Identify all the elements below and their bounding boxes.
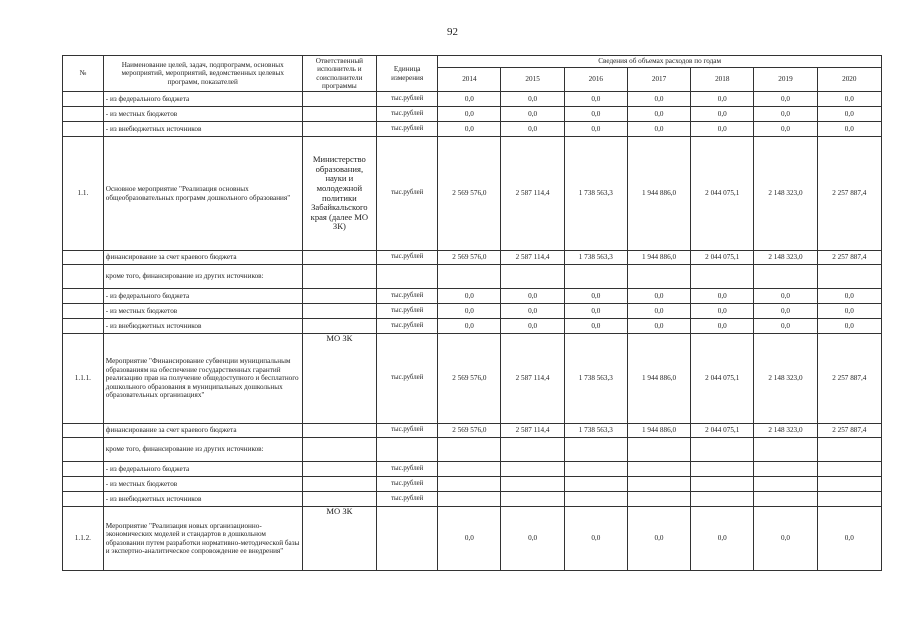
table-row — [63, 137, 882, 251]
row-value: 0,0 — [691, 92, 754, 107]
row-value — [754, 477, 817, 492]
row-value: 0,0 — [627, 107, 690, 122]
row-value — [438, 462, 501, 477]
header-year: 2020 — [817, 68, 881, 92]
row-name: финансирование за счет краевого бюджета — [103, 251, 302, 265]
row-value: 1 738 563,3 — [564, 334, 627, 424]
row-value: 0,0 — [438, 122, 501, 137]
row-responsible — [302, 122, 376, 137]
header-year: 2019 — [754, 68, 817, 92]
table-row — [63, 507, 882, 571]
row-name: Основное мероприятие "Реализация основных общеобразовательных программ дошкольного образования" — [103, 137, 302, 251]
header-year: 2014 — [438, 68, 501, 92]
row-value: 2 569 576,0 — [438, 251, 501, 265]
row-value: 0,0 — [754, 107, 817, 122]
row-unit: тыс.рублей — [377, 304, 438, 319]
row-value: 0,0 — [817, 507, 881, 571]
row-name: кроме того, финансирование из других источников: — [103, 438, 302, 462]
row-value: 0,0 — [501, 107, 564, 122]
row-value — [627, 265, 690, 289]
row-value: 0,0 — [627, 304, 690, 319]
row-value — [754, 492, 817, 507]
row-value: 0,0 — [627, 92, 690, 107]
header-years-group: Сведения об объемах расходов по годам — [438, 56, 882, 68]
row-responsible — [302, 251, 376, 265]
row-value — [754, 462, 817, 477]
row-value — [817, 492, 881, 507]
row-name: - из федерального бюджета — [103, 92, 302, 107]
budget-table — [62, 55, 882, 571]
row-value — [501, 438, 564, 462]
row-value: 2 148 323,0 — [754, 251, 817, 265]
row-value: 0,0 — [438, 507, 501, 571]
row-responsible: МО ЗК — [302, 507, 376, 571]
row-value — [438, 438, 501, 462]
row-value — [564, 265, 627, 289]
row-name: кроме того, финансирование из других источников: — [103, 265, 302, 289]
row-value: 0,0 — [691, 304, 754, 319]
page-number: 92 — [447, 26, 458, 38]
table-row — [63, 492, 882, 507]
row-value: 0,0 — [564, 107, 627, 122]
header-year: 2018 — [691, 68, 754, 92]
row-value — [691, 438, 754, 462]
row-name: - из местных бюджетов — [103, 477, 302, 492]
row-value — [627, 438, 690, 462]
row-value: 0,0 — [501, 507, 564, 571]
table-row — [63, 462, 882, 477]
row-name: - из федерального бюджета — [103, 289, 302, 304]
row-number — [63, 462, 104, 477]
row-value: 0,0 — [817, 319, 881, 334]
row-value — [501, 265, 564, 289]
row-unit: тыс.рублей — [377, 289, 438, 304]
row-number: 1.1.1. — [63, 334, 104, 424]
table-row — [63, 334, 882, 424]
row-responsible — [302, 265, 376, 289]
row-value: 0,0 — [691, 289, 754, 304]
row-value: 2 257 887,4 — [817, 424, 881, 438]
table-row — [63, 438, 882, 462]
row-value: 0,0 — [817, 122, 881, 137]
table-row — [63, 251, 882, 265]
row-value: 0,0 — [754, 304, 817, 319]
row-value: 0,0 — [627, 289, 690, 304]
table-row — [63, 122, 882, 137]
row-unit: тыс.рублей — [377, 477, 438, 492]
row-value: 0,0 — [691, 107, 754, 122]
header-year: 2016 — [564, 68, 627, 92]
row-unit: тыс.рублей — [377, 107, 438, 122]
row-value — [754, 438, 817, 462]
row-number — [63, 304, 104, 319]
row-value — [564, 462, 627, 477]
row-value: 0,0 — [501, 92, 564, 107]
row-value: 0,0 — [817, 92, 881, 107]
row-responsible — [302, 424, 376, 438]
row-value: 1 944 886,0 — [627, 251, 690, 265]
row-value — [817, 477, 881, 492]
row-name: - из местных бюджетов — [103, 304, 302, 319]
row-unit: тыс.рублей — [377, 137, 438, 251]
row-value — [627, 477, 690, 492]
row-value: 0,0 — [817, 107, 881, 122]
row-number — [63, 251, 104, 265]
row-name: Мероприятие "Финансирование субвенции муниципальным образованиям на обеспечение государственных гарантий реализацию прав на получение общедоступного и бесплатного дошкольного образования в муниципальных дошкольных образовательных организациях" — [103, 334, 302, 424]
row-value: 0,0 — [691, 319, 754, 334]
row-number — [63, 492, 104, 507]
row-number — [63, 438, 104, 462]
row-number — [63, 122, 104, 137]
header-name: Наименование целей, задач, подпрограмм, основных мероприятий, мероприятий, ведомственных целевых программ, показателей — [103, 56, 302, 92]
row-value: 0,0 — [564, 122, 627, 137]
row-value: 0,0 — [564, 304, 627, 319]
row-value — [817, 265, 881, 289]
header-num: № — [63, 56, 104, 92]
row-value — [438, 492, 501, 507]
header-year: 2017 — [627, 68, 690, 92]
row-value: 0,0 — [438, 289, 501, 304]
row-value — [817, 462, 881, 477]
row-value: 0,0 — [501, 289, 564, 304]
row-unit — [377, 265, 438, 289]
row-number — [63, 319, 104, 334]
row-unit: тыс.рублей — [377, 462, 438, 477]
row-value: 1 944 886,0 — [627, 334, 690, 424]
row-value: 0,0 — [564, 319, 627, 334]
row-value: 1 738 563,3 — [564, 251, 627, 265]
header-year: 2015 — [501, 68, 564, 92]
row-number — [63, 289, 104, 304]
row-name: финансирование за счет краевого бюджета — [103, 424, 302, 438]
row-value: 0,0 — [627, 507, 690, 571]
table-row — [63, 477, 882, 492]
row-value: 0,0 — [438, 304, 501, 319]
row-value — [564, 477, 627, 492]
table-row — [63, 107, 882, 122]
row-value: 0,0 — [691, 122, 754, 137]
row-value — [564, 492, 627, 507]
row-value: 2 587 114,4 — [501, 334, 564, 424]
row-value: 2 148 323,0 — [754, 137, 817, 251]
row-value: 2 148 323,0 — [754, 424, 817, 438]
row-value: 0,0 — [754, 319, 817, 334]
table-row — [63, 319, 882, 334]
row-unit: тыс.рублей — [377, 122, 438, 137]
row-value — [627, 492, 690, 507]
row-value: 0,0 — [564, 507, 627, 571]
row-responsible — [302, 107, 376, 122]
row-value — [564, 438, 627, 462]
table-row — [63, 304, 882, 319]
row-value: 2 587 114,4 — [501, 424, 564, 438]
table-row — [63, 92, 882, 107]
row-unit: тыс.рублей — [377, 334, 438, 424]
row-unit: тыс.рублей — [377, 251, 438, 265]
row-value: 0,0 — [501, 319, 564, 334]
row-value — [438, 477, 501, 492]
table-row — [63, 265, 882, 289]
row-responsible — [302, 92, 376, 107]
row-value: 0,0 — [754, 122, 817, 137]
row-value: 0,0 — [754, 92, 817, 107]
row-value: 0,0 — [627, 319, 690, 334]
row-unit: тыс.рублей — [377, 319, 438, 334]
row-value: 0,0 — [754, 289, 817, 304]
row-name: Мероприятие "Реализация новых организационно-экономических моделей и стандартов в дошкольном образовании путем разработки нормативно-методической базы и экспертно-аналитическое сопровождение ее внедрения" — [103, 507, 302, 571]
table-row — [63, 289, 882, 304]
row-value: 0,0 — [817, 304, 881, 319]
row-value: 2 569 576,0 — [438, 137, 501, 251]
row-value — [691, 265, 754, 289]
row-responsible — [302, 477, 376, 492]
row-value: 0,0 — [564, 289, 627, 304]
row-value: 0,0 — [817, 289, 881, 304]
row-value — [754, 265, 817, 289]
row-responsible — [302, 462, 376, 477]
row-value — [691, 492, 754, 507]
row-number — [63, 424, 104, 438]
row-value — [691, 477, 754, 492]
header-unit: Единица измерения — [377, 56, 438, 92]
row-value: 2 044 075,1 — [691, 137, 754, 251]
row-responsible — [302, 289, 376, 304]
row-unit: тыс.рублей — [377, 92, 438, 107]
row-value: 2 587 114,4 — [501, 251, 564, 265]
row-value: 0,0 — [501, 304, 564, 319]
row-number — [63, 265, 104, 289]
row-value: 2 257 887,4 — [817, 251, 881, 265]
row-value: 0,0 — [691, 507, 754, 571]
row-number — [63, 92, 104, 107]
row-value — [501, 492, 564, 507]
header-responsible: Ответственный исполнитель и соисполнители программы — [302, 56, 376, 92]
row-value: 0,0 — [438, 92, 501, 107]
row-name: - из федерального бюджета — [103, 462, 302, 477]
row-responsible — [302, 304, 376, 319]
row-value: 2 148 323,0 — [754, 334, 817, 424]
row-unit — [377, 507, 438, 571]
row-value — [817, 438, 881, 462]
row-name: - из внебюджетных источников — [103, 122, 302, 137]
row-value — [438, 265, 501, 289]
row-value: 0,0 — [627, 122, 690, 137]
row-value: 2 257 887,4 — [817, 334, 881, 424]
row-value: 0,0 — [564, 92, 627, 107]
row-responsible — [302, 492, 376, 507]
table-row — [63, 424, 882, 438]
row-value — [627, 462, 690, 477]
row-unit — [377, 438, 438, 462]
row-value: 2 044 075,1 — [691, 251, 754, 265]
row-value: 2 569 576,0 — [438, 424, 501, 438]
row-number — [63, 107, 104, 122]
row-responsible: Министерство образования, науки и молодежной политики Забайкальского края (далее МО ЗК) — [302, 137, 376, 251]
row-number — [63, 477, 104, 492]
row-value: 0,0 — [438, 107, 501, 122]
row-value: 1 944 886,0 — [627, 137, 690, 251]
header-row — [63, 56, 882, 68]
row-value: 0,0 — [438, 319, 501, 334]
row-number: 1.1.2. — [63, 507, 104, 571]
row-responsible — [302, 319, 376, 334]
row-value: 2 044 075,1 — [691, 334, 754, 424]
row-number: 1.1. — [63, 137, 104, 251]
row-value: 2 257 887,4 — [817, 137, 881, 251]
row-value — [501, 477, 564, 492]
row-responsible: МО ЗК — [302, 334, 376, 424]
row-value: 1 738 563,3 — [564, 137, 627, 251]
row-value: 2 044 075,1 — [691, 424, 754, 438]
row-name: - из внебюджетных источников — [103, 492, 302, 507]
row-value: 2 587 114,4 — [501, 137, 564, 251]
row-name: - из внебюджетных источников — [103, 319, 302, 334]
row-value: 0,0 — [501, 122, 564, 137]
row-value — [691, 462, 754, 477]
row-value: 1 944 886,0 — [627, 424, 690, 438]
row-responsible — [302, 438, 376, 462]
row-value: 0,0 — [754, 507, 817, 571]
row-unit: тыс.рублей — [377, 492, 438, 507]
row-value: 1 738 563,3 — [564, 424, 627, 438]
row-name: - из местных бюджетов — [103, 107, 302, 122]
row-value — [501, 462, 564, 477]
row-value: 2 569 576,0 — [438, 334, 501, 424]
row-unit: тыс.рублей — [377, 424, 438, 438]
